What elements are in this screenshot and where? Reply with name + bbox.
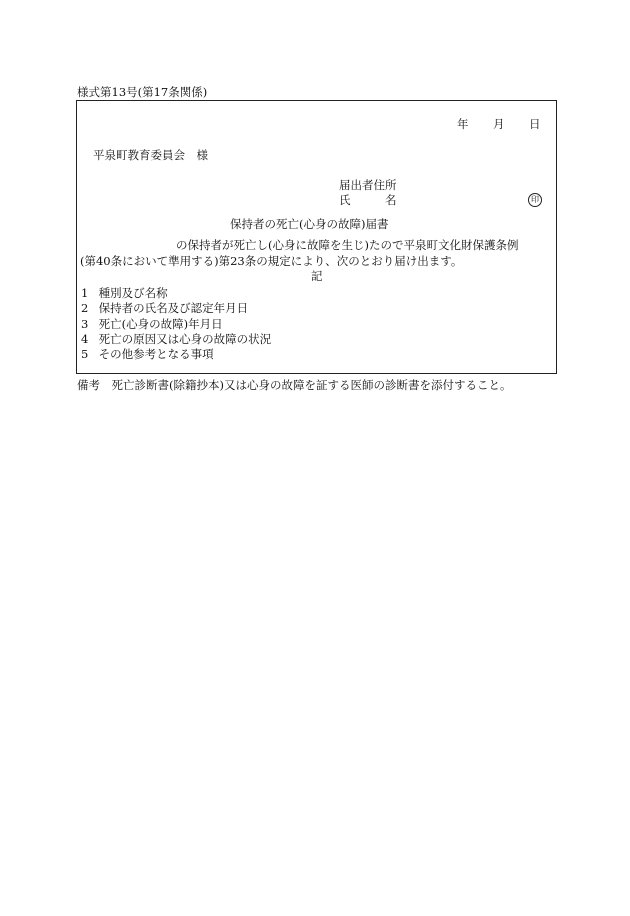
list-item: [81, 347, 214, 361]
remarks: 備考 死亡診断書(除籍抄本)又は心身の故障を証する医師の診断書を添付すること。: [77, 378, 512, 392]
date-year-label: 年: [457, 117, 469, 131]
list-item-text: 死亡の原因又は心身の故障の状況: [98, 332, 272, 346]
body-line-2: (第40条において準用する)第23条の規定により、次のとおり届け出ます。: [80, 254, 463, 268]
list-item-text: その他参考となる事項: [98, 347, 214, 361]
list-item: [81, 317, 223, 331]
list-item: [81, 286, 168, 300]
list-item: [81, 332, 271, 346]
list-item-number: 2: [81, 301, 89, 315]
body-line-1: の保持者が死亡し(心身に故障を生じ)たので平泉町文化財保護条例: [176, 238, 519, 252]
list-item-number: 3: [81, 317, 89, 331]
seal-icon: 印: [528, 193, 542, 207]
list-item-number: 4: [81, 332, 89, 346]
submitter-name-label-2: 名: [385, 193, 397, 207]
ki-heading: 記: [311, 269, 323, 283]
form-box: [76, 100, 557, 374]
form-number: 様式第13号(第17条関係): [77, 85, 208, 99]
list-item-text: 種別及び名称: [98, 286, 168, 300]
submitter-name-label-1: 氏: [339, 193, 351, 207]
list-item-number: 5: [81, 347, 89, 361]
date-day-label: 日: [529, 117, 541, 131]
recipient: 平泉町教育委員会 様: [93, 148, 208, 162]
list-item-number: 1: [81, 286, 89, 300]
list-item-text: 保持者の氏名及び認定年月日: [98, 301, 249, 315]
list-item: [81, 301, 248, 315]
document-title: 保持者の死亡(心身の故障)届書: [230, 217, 389, 231]
list-item-text: 死亡(心身の故障)年月日: [98, 317, 223, 331]
submitter-address-label: 届出者住所: [339, 178, 397, 192]
date-month-label: 月: [493, 117, 505, 131]
